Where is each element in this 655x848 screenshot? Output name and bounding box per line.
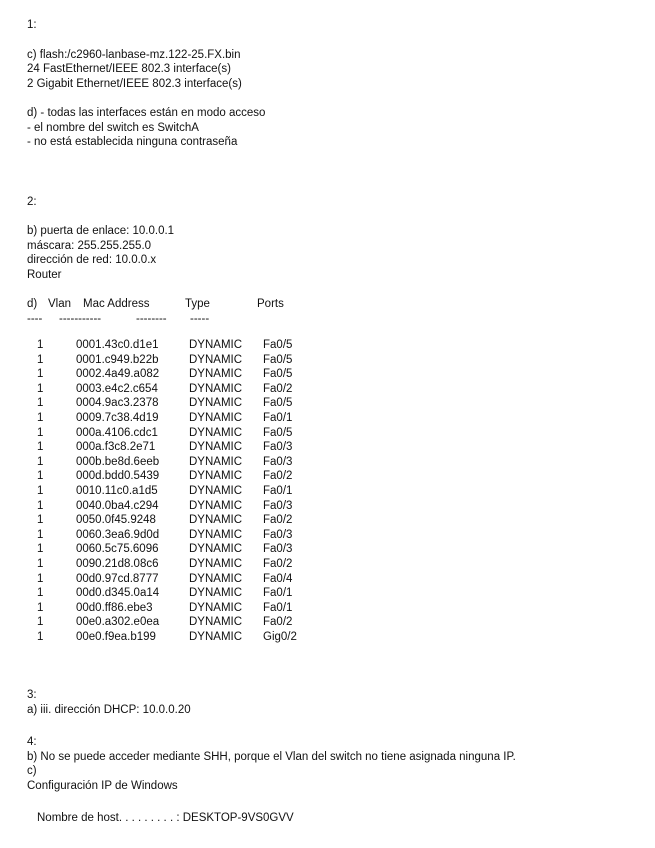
mac-table-row [27,367,637,382]
cell-type: DYNAMIC [189,616,243,629]
mac-table-row [27,411,637,426]
cell-type: DYNAMIC [189,455,243,468]
header-type: Type [185,298,210,310]
d-line-switch-name: - el nombre del switch es SwitchA [27,121,199,134]
section-1-number: 1: [27,19,37,31]
cell-port: Fa0/2 [263,557,293,570]
spacer [27,717,637,735]
cell-mac-address: 0003.e4c2.c654 [76,382,158,395]
cell-type: DYNAMIC [189,572,243,585]
cell-vlan: 1 [37,514,44,527]
section-2-number: 2: [27,195,37,208]
cell-mac-address: 0001.c949.b22b [76,353,159,366]
header-ports: Ports [257,298,284,310]
cell-mac-address: 0060.5c75.6096 [76,543,159,556]
cell-port: Fa0/3 [263,499,293,512]
document-page [27,18,637,826]
mac-table-row [27,557,637,572]
cell-port: Fa0/3 [263,543,293,556]
cell-type: DYNAMIC [189,339,243,351]
cell-type: DYNAMIC [189,484,243,497]
cell-vlan: 1 [37,411,44,424]
mac-table-body [27,338,637,644]
cell-vlan: 1 [37,484,44,497]
windows-ip-config-title: Configuración IP de Windows [27,779,178,792]
cell-mac-address: 0002.4a49.a082 [76,368,160,381]
cell-port: Fa0/5 [263,397,293,410]
cell-vlan: 1 [37,572,44,585]
cell-port: Fa0/5 [263,368,293,381]
c-line-flash: c) flash:/c2960-lanbase-mz.122-25.FX.bin [27,48,241,61]
mac-table-row [27,455,637,470]
mac-table-row [27,615,637,630]
cell-vlan: 1 [37,441,44,454]
section-1-d-block [27,106,637,150]
d-line-password: - no está establecida ninguna contraseña [27,136,238,148]
dashes-ports: ----- [190,312,210,325]
cell-mac-address: 000a.4106.cdc1 [76,426,158,439]
cell-port: Fa0/5 [263,339,293,351]
mac-table-row [27,513,637,528]
mac-table-row [27,601,637,616]
cell-mac-address: 0009.7c38.4d19 [76,411,159,424]
cell-vlan: 1 [37,470,44,483]
b-line-router: Router [27,268,62,281]
section-4-c-label: c) [27,765,37,778]
spacer [27,209,637,224]
cell-mac-address: 00e0.a302.e0ea [76,616,160,629]
cell-vlan: 1 [37,528,44,541]
cell-vlan: 1 [37,630,44,643]
spacer [27,644,637,688]
b-line-mask: máscara: 255.255.255.0 [27,239,152,252]
cell-mac-address: 000b.be8d.6eeb [76,455,160,468]
cell-mac-address: 00d0.97cd.8777 [76,572,159,585]
cell-port: Fa0/1 [263,411,293,424]
b-line-network: dirección de red: 10.0.0.x [27,254,157,266]
cell-type: DYNAMIC [189,514,243,527]
mac-table-row [27,440,637,455]
cell-type: DYNAMIC [189,382,243,395]
cell-type: DYNAMIC [189,499,243,512]
cell-mac-address: 0040.0ba4.c294 [76,499,159,512]
header-mac-address: Mac Address [83,298,150,310]
d-line-interfaces: d) - todas las interfaces están en modo acceso [27,107,266,119]
mac-table-row [27,586,637,601]
cell-vlan: 1 [37,543,44,556]
cell-vlan: 1 [37,499,44,512]
cell-vlan: 1 [37,339,44,351]
mac-table-row [27,382,637,397]
cell-type: DYNAMIC [189,528,243,541]
mac-table-row [27,484,637,499]
cell-mac-address: 00e0.f9ea.b199 [76,630,156,643]
cell-port: Fa0/2 [263,382,293,395]
mac-table-row [27,353,637,368]
cell-port: Fa0/2 [263,514,293,527]
mac-table-row [27,426,637,441]
cell-port: Fa0/5 [263,353,293,366]
mac-table-row [27,630,637,645]
spacer [27,91,637,106]
dashes-mac: ----------- [59,312,102,325]
spacer [27,33,637,48]
cell-type: DYNAMIC [189,353,243,366]
section-2-b-block [27,224,637,282]
cell-vlan: 1 [37,455,44,468]
cell-port: Fa0/3 [263,441,293,454]
dashes-vlan: ---- [27,312,43,325]
mac-table-row [27,499,637,514]
cell-mac-address: 0050.0f45.9248 [76,514,156,527]
section-3-number: 3: [27,689,37,702]
cell-port: Fa0/2 [263,616,293,629]
mac-table-dashes [27,312,637,327]
b-line-gateway: b) puerta de enlace: 10.0.0.1 [27,225,175,237]
cell-mac-address: 00d0.d345.0a14 [76,587,160,600]
cell-vlan: 1 [37,601,44,614]
cell-vlan: 1 [37,382,44,395]
cell-mac-address: 0004.9ac3.2378 [76,397,159,410]
cell-mac-address: 0090.21d8.08c6 [76,557,159,570]
cell-mac-address: 0060.3ea6.9d0d [76,528,160,541]
cell-port: Fa0/1 [263,587,293,600]
spacer [27,282,637,297]
mac-table-row [27,572,637,587]
cell-vlan: 1 [37,616,44,629]
cell-type: DYNAMIC [189,587,243,600]
cell-mac-address: 00d0.ff86.ebe3 [76,601,153,614]
section-4-number: 4: [27,736,37,749]
cell-type: DYNAMIC [189,557,243,570]
cell-mac-address: 0010.11c0.a1d5 [76,484,158,497]
cell-vlan: 1 [37,368,44,381]
cell-vlan: 1 [37,397,44,410]
cell-type: DYNAMIC [189,426,243,439]
cell-vlan: 1 [37,557,44,570]
cell-type: DYNAMIC [189,601,243,614]
cell-port: Fa0/4 [263,572,293,585]
header-vlan: Vlan [48,298,72,310]
mac-table-header [27,297,637,312]
cell-port: Gig0/2 [263,630,297,643]
cell-vlan: 1 [37,587,44,600]
section-1-c-block [27,48,637,92]
mac-table-row [27,396,637,411]
cell-vlan: 1 [37,353,44,366]
cell-type: DYNAMIC [189,543,243,556]
host-name-line: Nombre de host. . . . . . . . . : DESKTOP-9VS0GVV [37,812,294,825]
cell-mac-address: 000a.f3c8.2e71 [76,441,156,454]
mac-table-prefix: d) [27,298,38,310]
cell-type: DYNAMIC [189,397,243,410]
c-line-gigabit: 2 Gigabit Ethernet/IEEE 802.3 interface(s) [27,77,242,90]
dashes-type: -------- [136,312,167,325]
cell-port: Fa0/1 [263,601,293,614]
section-4-b-line: b) No se puede acceder mediante SHH, porque el Vlan del switch no tiene asignada ninguna IP. [27,750,516,763]
mac-address-table [27,297,637,644]
cell-port: Fa0/1 [263,484,293,497]
cell-vlan: 1 [37,426,44,439]
cell-type: DYNAMIC [189,470,243,483]
cell-mac-address: 000d.bdd0.5439 [76,470,160,483]
cell-type: DYNAMIC [189,411,243,424]
mac-table-row [27,469,637,484]
spacer [27,793,637,811]
c-line-fastethernet: 24 FastEthernet/IEEE 802.3 interface(s) [27,63,231,75]
spacer [27,150,637,195]
cell-port: Fa0/5 [263,426,293,439]
cell-port: Fa0/3 [263,528,293,541]
cell-port: Fa0/2 [263,470,293,483]
mac-table-row [27,338,637,353]
cell-port: Fa0/3 [263,455,293,468]
section-3-a-line: a) iii. dirección DHCP: 10.0.0.20 [27,703,191,716]
cell-type: DYNAMIC [189,368,243,381]
cell-type: DYNAMIC [189,630,243,643]
mac-table-row [27,542,637,557]
mac-table-row [27,528,637,543]
cell-type: DYNAMIC [189,441,243,454]
cell-mac-address: 0001.43c0.d1e1 [76,339,159,351]
